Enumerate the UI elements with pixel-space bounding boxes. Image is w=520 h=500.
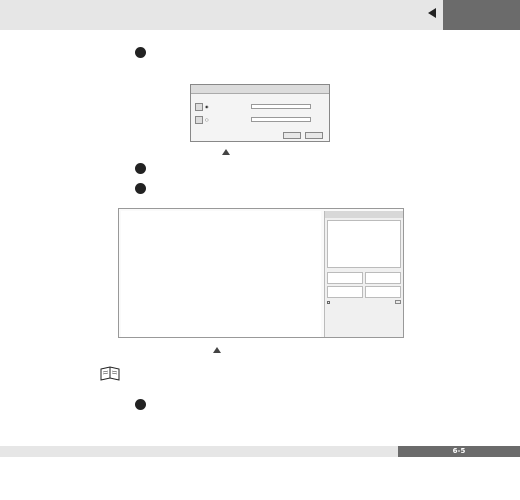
legend-drop-zone[interactable] (365, 272, 401, 284)
panel-title (325, 211, 403, 218)
field-list-panel (324, 211, 403, 337)
step-number (135, 47, 146, 58)
step-10 (135, 46, 149, 74)
figure-6-caption (222, 147, 232, 156)
pivot-chart (121, 211, 321, 337)
sheet-icon (195, 103, 203, 111)
radio-new-sheet[interactable]: ◉ (205, 104, 209, 109)
update-button[interactable] (395, 300, 401, 304)
cancel-button[interactable] (305, 132, 323, 139)
pivot-chart-screenshot (118, 208, 404, 338)
page-header (0, 0, 520, 30)
move-chart-dialog-screenshot (190, 84, 330, 142)
axis-drop-zone[interactable] (327, 286, 363, 298)
ok-button[interactable] (283, 132, 301, 139)
step-number (135, 183, 146, 194)
radio-object-in[interactable]: ○ (205, 117, 209, 122)
triangle-icon (213, 347, 221, 353)
step-11 (135, 162, 149, 176)
object-sheet-select[interactable] (251, 117, 311, 122)
chart-area (121, 211, 321, 337)
triangle-icon (222, 149, 230, 155)
defer-update-checkbox[interactable] (327, 300, 331, 304)
arrow-left-icon (428, 8, 436, 18)
figure-7-caption (213, 345, 223, 354)
field-list (327, 220, 401, 268)
step-number (135, 163, 146, 174)
page-number: 6-5 (398, 446, 520, 457)
values-drop-zone[interactable] (365, 286, 401, 298)
filter-drop-zone[interactable] (327, 272, 363, 284)
book-icon (100, 366, 120, 382)
dialog-title (191, 85, 329, 94)
step-number (135, 399, 146, 410)
step-13 (135, 398, 149, 412)
new-sheet-name-input[interactable] (251, 104, 311, 109)
step-12 (135, 182, 149, 196)
object-icon (195, 116, 203, 124)
